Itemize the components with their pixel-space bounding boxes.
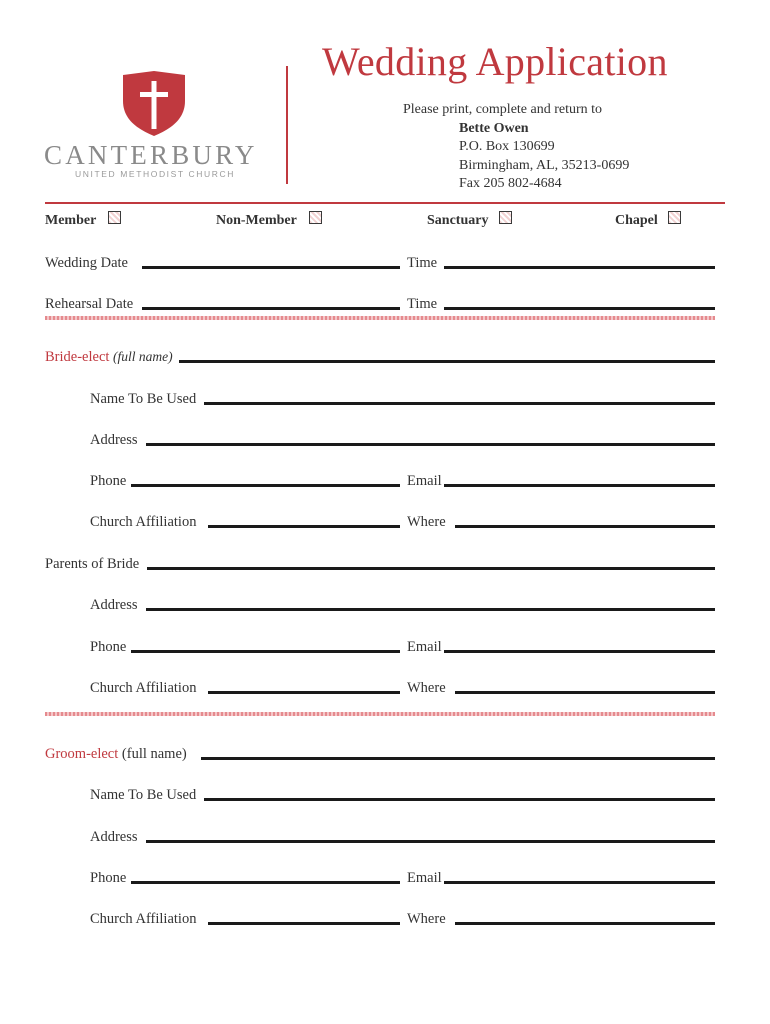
bride-phone-field[interactable] <box>131 484 400 487</box>
non-member-checkbox[interactable] <box>309 211 322 224</box>
shield-cross-logo-icon <box>121 71 187 137</box>
bride-heading-label: Bride-elect <box>45 349 110 365</box>
bride-heading <box>45 349 173 366</box>
parents-where-field[interactable] <box>455 691 715 694</box>
bride-email-label: Email <box>407 473 442 489</box>
parents-phone-label: Phone <box>90 639 127 655</box>
groom-where-label: Where <box>407 911 446 927</box>
parents-address-field[interactable] <box>146 608 715 611</box>
bride-church-label: Church Affiliation <box>90 514 197 530</box>
return-instruction: Please print, complete and return to <box>403 102 603 117</box>
groom-phone-label: Phone <box>90 870 127 886</box>
bride-heading-note: (full name) <box>113 349 173 364</box>
groom-email-label: Email <box>407 870 442 886</box>
parents-where-label: Where <box>407 680 446 696</box>
header-rule <box>45 202 725 204</box>
city-line: Birmingham, AL, 35213-0699 <box>459 158 630 173</box>
bride-name-used-field[interactable] <box>204 402 715 405</box>
rehearsal-time-label: Time <box>407 296 438 312</box>
fax-line: Fax 205 802-4684 <box>459 176 562 191</box>
bride-address-field[interactable] <box>146 443 715 446</box>
rehearsal-date-field[interactable] <box>142 307 400 310</box>
bride-name-used-label: Name To Be Used <box>90 391 197 407</box>
logo-wordmark: CANTERBURY <box>44 140 258 170</box>
bride-where-field[interactable] <box>455 525 715 528</box>
wedding-time-field[interactable] <box>444 266 715 269</box>
member-checkbox[interactable] <box>108 211 121 224</box>
parents-bride-field[interactable] <box>147 567 715 570</box>
member-label: Member <box>45 213 97 228</box>
sanctuary-checkbox[interactable] <box>499 211 512 224</box>
wedding-date-label: Wedding Date <box>45 255 128 271</box>
rehearsal-time-field[interactable] <box>444 307 715 310</box>
section-divider <box>45 712 715 716</box>
contact-name: Bette Owen <box>459 121 529 136</box>
groom-church-label: Church Affiliation <box>90 911 197 927</box>
bride-address-label: Address <box>90 432 138 448</box>
bride-church-field[interactable] <box>208 525 400 528</box>
parents-church-label: Church Affiliation <box>90 680 197 696</box>
parents-church-field[interactable] <box>208 691 400 694</box>
groom-phone-field[interactable] <box>131 881 400 884</box>
groom-church-field[interactable] <box>208 922 400 925</box>
groom-heading-label: Groom-elect <box>45 746 119 762</box>
groom-heading <box>45 746 187 763</box>
groom-address-label: Address <box>90 829 138 845</box>
groom-name-used-field[interactable] <box>204 798 715 801</box>
parents-email-label: Email <box>407 639 442 655</box>
rehearsal-date-label: Rehearsal Date <box>45 296 134 312</box>
wedding-date-field[interactable] <box>142 266 400 269</box>
groom-email-field[interactable] <box>444 881 715 884</box>
bride-where-label: Where <box>407 514 446 530</box>
chapel-label: Chapel <box>615 213 658 228</box>
wedding-time-label: Time <box>407 255 438 271</box>
page-title: Wedding Application <box>322 39 668 84</box>
parents-phone-field[interactable] <box>131 650 400 653</box>
groom-address-field[interactable] <box>146 840 715 843</box>
section-divider <box>45 316 715 320</box>
groom-heading-note: (full name) <box>121 746 187 762</box>
chapel-checkbox[interactable] <box>668 211 681 224</box>
po-box: P.O. Box 130699 <box>459 139 555 154</box>
logo-subtitle: UNITED METHODIST CHURCH <box>75 169 235 179</box>
bride-email-field[interactable] <box>444 484 715 487</box>
parents-email-field[interactable] <box>444 650 715 653</box>
parents-bride-label: Parents of Bride <box>45 556 140 572</box>
parents-address-label: Address <box>90 597 138 613</box>
header-divider <box>286 66 288 184</box>
bride-phone-label: Phone <box>90 473 127 489</box>
sanctuary-label: Sanctuary <box>427 213 489 228</box>
bride-name-field[interactable] <box>179 360 715 363</box>
groom-name-field[interactable] <box>201 757 715 760</box>
groom-name-used-label: Name To Be Used <box>90 787 197 803</box>
non-member-label: Non-Member <box>216 213 297 228</box>
groom-where-field[interactable] <box>455 922 715 925</box>
